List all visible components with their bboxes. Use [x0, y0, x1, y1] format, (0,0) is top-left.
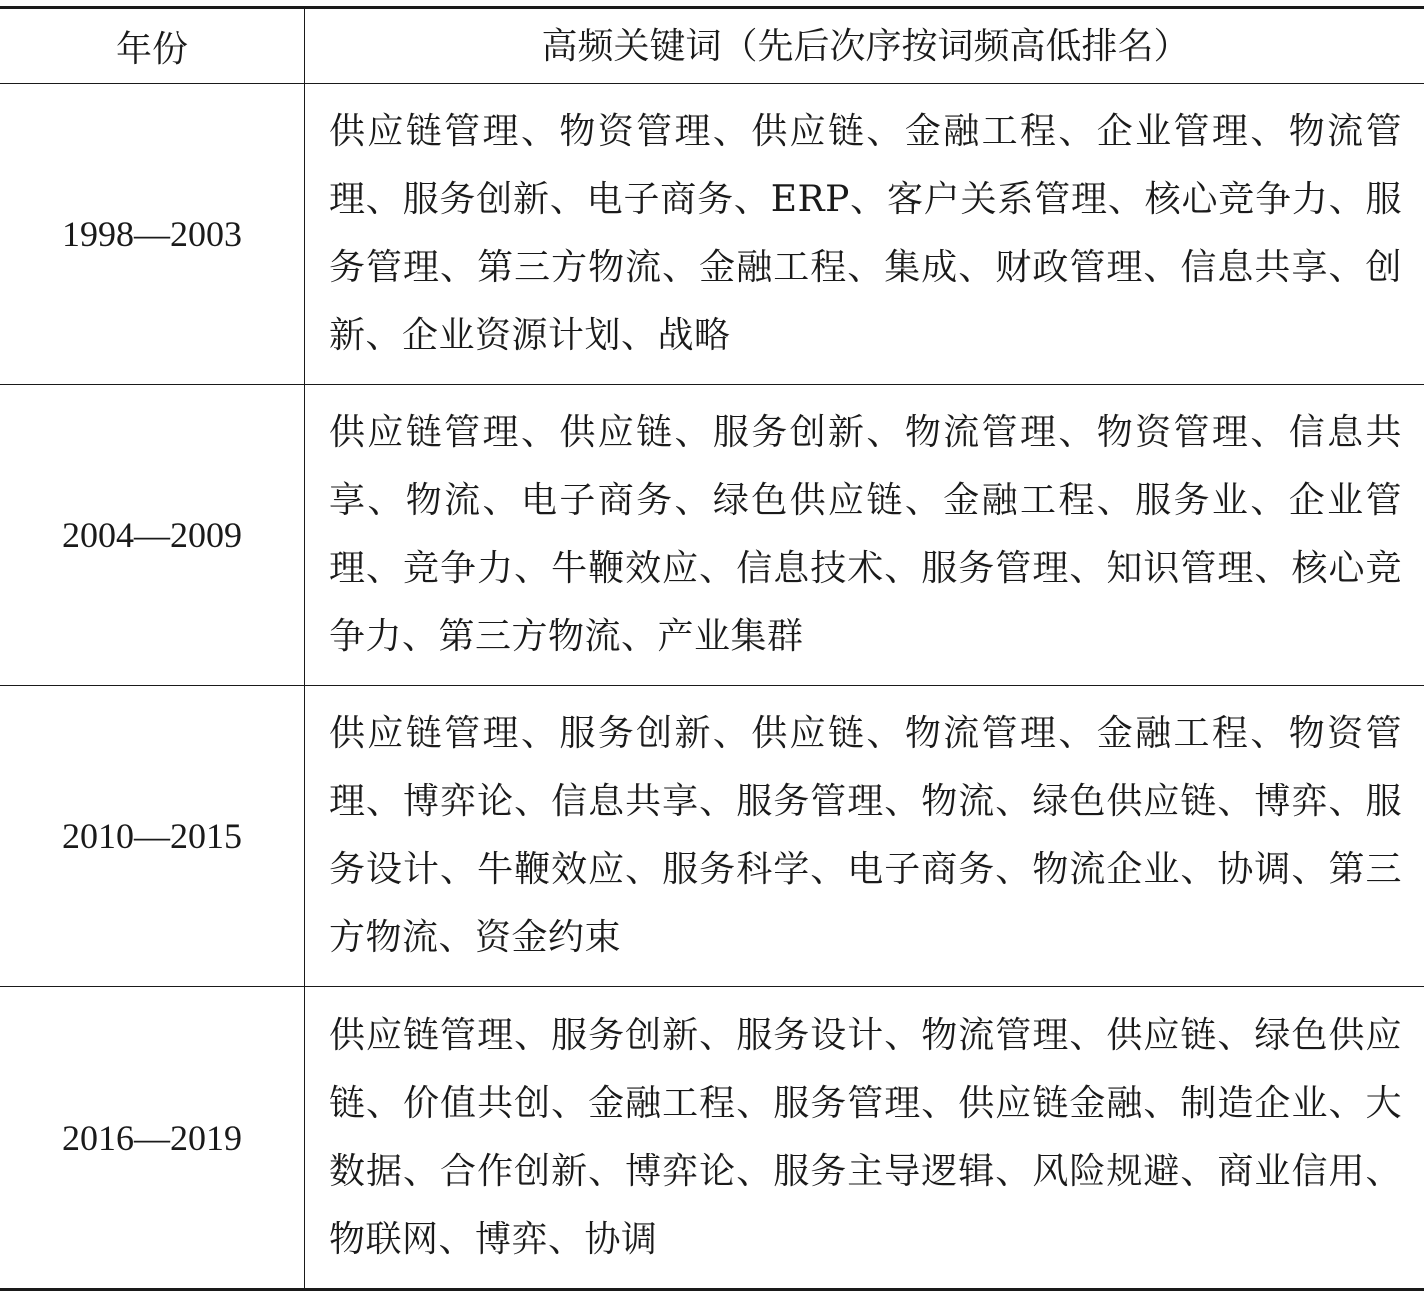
row-year: 2004—2009 — [0, 385, 305, 685]
table-row — [0, 84, 1424, 385]
table-row — [0, 385, 1424, 686]
row-keywords-cell — [305, 987, 1424, 1288]
row-keywords: 供应链管理、服务创新、供应链、物流管理、金融工程、物资管理、博弈论、信息共享、服务管理、物流、绿色供应链、博弈、服务设计、牛鞭效应、服务科学、电子商务、物流企业、协调、第三方物流、资金约束 — [329, 713, 1402, 958]
row-keywords-cell — [305, 84, 1424, 384]
header-year: 年份 — [0, 9, 305, 83]
header-keywords: 高频关键词（先后次序按词频高低排名） — [541, 25, 1190, 67]
row-year: 1998—2003 — [0, 84, 305, 384]
table-row — [0, 686, 1424, 987]
table-header-row — [0, 9, 1424, 84]
row-year: 2010—2015 — [0, 686, 305, 986]
row-keywords-cell — [305, 385, 1424, 685]
row-keywords: 供应链管理、服务创新、服务设计、物流管理、供应链、绿色供应链、价值共创、金融工程、服务管理、供应链金融、制造企业、大数据、合作创新、博弈论、服务主导逻辑、风险规避、商业信用、物联网、博弈、协调 — [329, 1014, 1402, 1260]
keyword-table — [0, 6, 1424, 1291]
table-row — [0, 987, 1424, 1288]
row-keywords-cell — [305, 686, 1424, 986]
row-keywords: 供应链管理、供应链、服务创新、物流管理、物资管理、信息共享、物流、电子商务、绿色供应链、金融工程、服务业、企业管理、竞争力、牛鞭效应、信息技术、服务管理、知识管理、核心竞争力、第三方物流、产业集群 — [329, 412, 1402, 657]
row-keywords: 供应链管理、物资管理、供应链、金融工程、企业管理、物流管理、服务创新、电子商务、ERP、客户关系管理、核心竞争力、服务管理、第三方物流、金融工程、集成、财政管理、信息共享、创新、企业资源计划、战略 — [329, 111, 1402, 356]
row-year: 2016—2019 — [0, 987, 305, 1288]
